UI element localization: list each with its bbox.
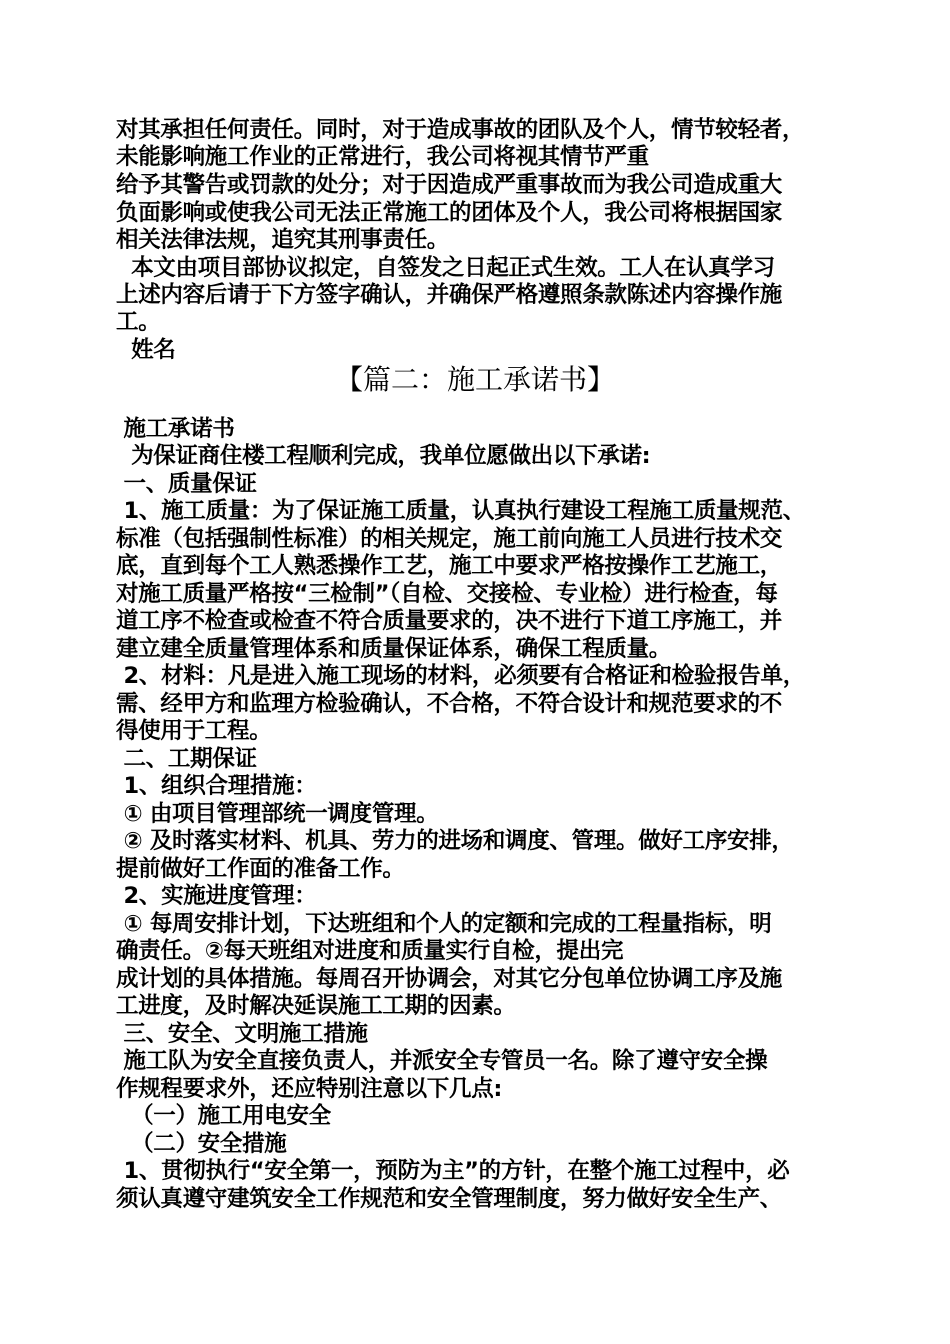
text-line: 建立建全质量管理体系和质量保证体系，确保工程质量。 [116, 636, 672, 662]
text-line: 相关法律法规，追究其刑事责任。 [116, 227, 450, 253]
text-line: 负面影响或使我公司无法正常施工的团体及个人，我公司将根据国家 [116, 200, 783, 226]
text-line: 未能影响施工作业的正常进行，我公司将视其情节严重 [116, 144, 649, 170]
section-title: 二、工期保证 [116, 746, 257, 772]
text-line: 得使用于工程。 [116, 718, 272, 744]
text-line: 工进度，及时解决延误施工工期的因素。 [116, 993, 516, 1019]
text-line: 提前做好工作面的准备工作。 [116, 856, 405, 882]
text-line: 为保证商住楼工程顺利完成，我单位愿做出以下承诺: [116, 443, 651, 469]
section-title: 三、安全、文明施工措施 [116, 1021, 368, 1047]
text-line: 上述内容后请于下方签字确认，并确保严格遵照条款陈述内容操作施 [116, 282, 783, 308]
text-line: 须认真遵守建筑安全工作规范和安全管理制度，努力做好安全生产、 [116, 1186, 783, 1212]
text-line: 需、经甲方和监理方检验确认，不合格，不符合设计和规范要求的不 [116, 691, 783, 717]
text-line: （二）安全措施 [116, 1131, 287, 1157]
text-line: 道工序不检查或检查不符合质量要求的，决不进行下道工序施工，并 [116, 608, 783, 634]
text-line: 2、材料：凡是进入施工现场的材料，必须要有合格证和检验报告单， [116, 663, 805, 689]
text-line: 姓名 [116, 337, 176, 363]
text-line: 给予其警告或罚款的处分；对于因造成严重事故而为我公司造成重大 [116, 172, 783, 198]
text-line: （一）施工用电安全 [116, 1103, 331, 1129]
text-line: 本文由项目部协议拟定，自签发之日起正式生效。工人在认真学习 [116, 255, 775, 281]
section-title: 一、质量保证 [116, 471, 257, 497]
text-line: 2、实施进度管理： [116, 883, 317, 909]
text-line: 对其承担任何责任。同时，对于造成事故的团队及个人，情节较轻者， [116, 117, 805, 143]
text-line: 施工队为安全直接负责人，并派安全专管员一名。除了遵守安全操 [116, 1048, 768, 1074]
text-line: 对施工质量严格按“三检制”（自检、交接检、专业检）进行检查，每 [116, 581, 778, 607]
text-line: 1、贯彻执行“安全第一，预防为主”的方针，在整个施工过程中，必 [116, 1158, 790, 1184]
text-line: 作规程要求外，还应特别注意以下几点: [116, 1076, 503, 1102]
text-line: 成计划的具体措施。每周召开协调会，对其它分包单位协调工序及施 [116, 966, 783, 992]
text-line: ① 每周安排计划，下达班组和个人的定额和完成的工程量指标，明 [116, 911, 772, 937]
text-line: 标准（包括强制性标准）的相关规定，施工前向施工人员进行技术交 [116, 526, 783, 552]
text-line: 1、组织合理措施： [116, 773, 317, 799]
document-title: 施工承诺书 [116, 416, 235, 442]
section-heading: 【篇二：施工承诺书】 [334, 363, 615, 396]
text-line: 底，直到每个工人熟悉操作工艺，施工中要求严格按操作工艺施工， [116, 553, 783, 579]
text-line: 1、施工质量：为了保证施工质量，认真执行建设工程施工质量规范、 [116, 498, 805, 524]
text-line: ① 由项目管理部统一调度管理。 [116, 801, 439, 827]
text-line: 工。 [116, 309, 161, 335]
text-line: ② 及时落实材料、机具、劳力的进场和调度、管理。做好工序安排， [116, 828, 794, 854]
text-line: 确责任。②每天班组对进度和质量实行自检，提出完 [116, 938, 624, 964]
